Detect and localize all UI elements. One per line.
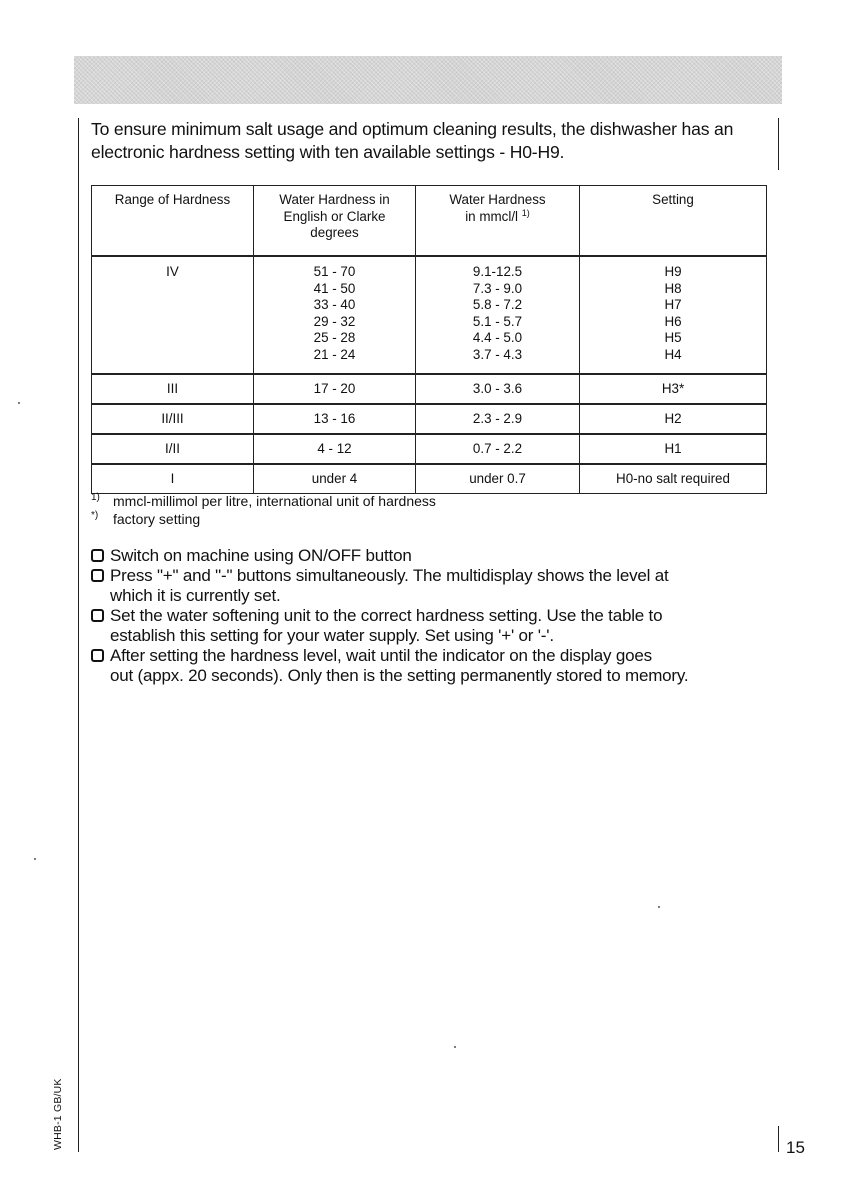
step-text: After setting the hardness level, wait until the indicator on the display goes	[110, 646, 652, 665]
header-setting: Setting	[580, 186, 767, 257]
cell-mmol: 3.0 - 3.6	[416, 374, 580, 404]
left-margin-rule	[78, 118, 79, 1152]
cell-mmol: 9.1-12.5 7.3 - 9.0 5.8 - 7.2 5.1 - 5.7 4.4 - 5.0 3.7 - 4.3	[416, 256, 580, 374]
instruction-steps	[91, 546, 773, 686]
header-english-degrees: Water Hardness in English or Clarke degrees	[254, 186, 416, 257]
cell-english: 13 - 16	[254, 404, 416, 434]
hardness-table	[91, 185, 767, 494]
intro-paragraph: To ensure minimum salt usage and optimum cleaning results, the dishwasher has an electronic hardness setting with ten available settings - H0-H9.	[91, 119, 734, 162]
cell-range: II/III	[92, 404, 254, 434]
step-text-continued: out (appx. 20 seconds). Only then is the setting permanently stored to memory.	[110, 666, 689, 685]
cell-english: 51 - 70 41 - 50 33 - 40 29 - 32 25 - 28 21 - 24	[254, 256, 416, 374]
cell-range: IV	[92, 256, 254, 374]
header-range: Range of Hardness	[92, 186, 254, 257]
step-item	[91, 566, 773, 606]
cell-setting: H9 H8 H7 H6 H5 H4	[580, 256, 767, 374]
footnote-text: mmcl-millimol per litre, international unit of hardness	[113, 493, 436, 509]
cell-english: under 4	[254, 464, 416, 494]
cell-range: I/II	[92, 434, 254, 464]
scan-speck	[658, 906, 660, 908]
checkbox-bullet-icon	[91, 609, 104, 622]
footnote-factory	[91, 510, 751, 528]
step-item	[91, 606, 773, 646]
cell-mmol: 2.3 - 2.9	[416, 404, 580, 434]
footnotes	[91, 492, 751, 528]
table-row-range-i	[92, 464, 767, 494]
step-text-continued: establish this setting for your water supply. Set using '+' or '-'.	[110, 626, 554, 645]
footnote-text: factory setting	[113, 511, 201, 527]
step-text: Switch on machine using ON/OFF button	[110, 546, 412, 565]
cell-setting: H3*	[580, 374, 767, 404]
cell-range: I	[92, 464, 254, 494]
cell-english: 4 - 12	[254, 434, 416, 464]
footnote-1	[91, 492, 751, 510]
step-text-continued: which it is currently set.	[110, 586, 281, 605]
cell-mmol: under 0.7	[416, 464, 580, 494]
document-code: WHB-1 GB/UK	[52, 1078, 64, 1150]
footnote-mark: *)	[91, 510, 99, 521]
cell-english: 17 - 20	[254, 374, 416, 404]
header-band	[74, 56, 782, 104]
scan-speck	[18, 402, 20, 404]
step-item	[91, 646, 773, 686]
table-row-range-i-ii	[92, 434, 767, 464]
step-text: Set the water softening unit to the correct hardness setting. Use the table to	[110, 606, 663, 625]
right-margin-rule-bottom	[778, 1126, 779, 1152]
cell-setting: H1	[580, 434, 767, 464]
cell-range: III	[92, 374, 254, 404]
footnote-mark: 1)	[91, 492, 100, 503]
scan-speck	[34, 858, 36, 860]
checkbox-bullet-icon	[91, 649, 104, 662]
cell-setting: H2	[580, 404, 767, 434]
step-text: Press "+" and "-" buttons simultaneously. The multidisplay shows the level at	[110, 566, 669, 585]
header-mmol: Water Hardness in mmcl/l $^{1)}$	[416, 186, 580, 257]
table-row-range-iii	[92, 374, 767, 404]
cell-mmol: 0.7 - 2.2	[416, 434, 580, 464]
scan-speck	[454, 1046, 456, 1048]
right-margin-rule-top	[778, 118, 779, 170]
table-row-range-ii-iii	[92, 404, 767, 434]
checkbox-bullet-icon	[91, 549, 104, 562]
checkbox-bullet-icon	[91, 569, 104, 582]
step-item	[91, 546, 773, 566]
table-header-row	[92, 186, 767, 257]
cell-setting: H0-no salt required	[580, 464, 767, 494]
table-row-range-iv	[92, 256, 767, 374]
page-number: 15	[786, 1138, 805, 1157]
